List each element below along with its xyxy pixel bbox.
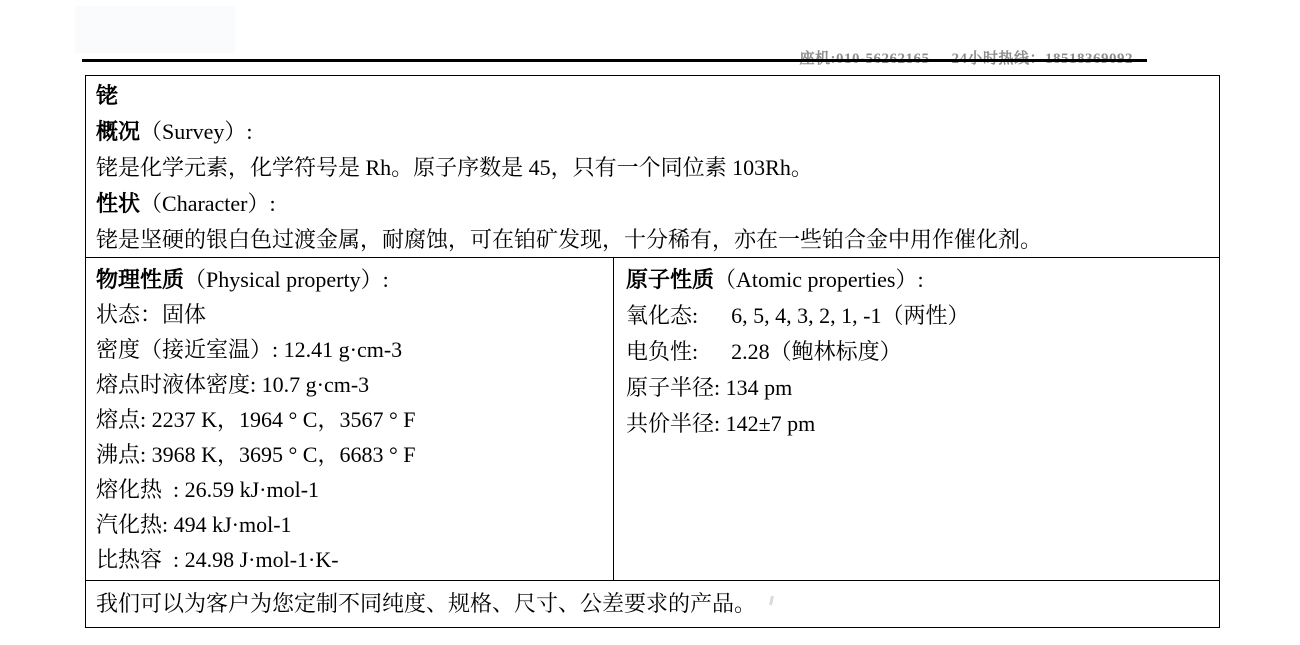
survey-text: 铑是化学元素，化学符号是 Rh。原子序数是 45，只有一个同位素 103Rh。	[96, 155, 813, 180]
physical-boiling-point: 沸点: 3968 K，3695 ° C，6683 ° F	[96, 442, 416, 467]
survey-heading	[96, 114, 1209, 150]
logo-placeholder	[75, 6, 235, 53]
physical-heat-of-fusion: 熔化热 : 26.59 kJ·mol-1	[96, 477, 320, 502]
atomic-radius: 原子半径: 134 pm	[626, 375, 793, 400]
atomic-properties-column	[614, 258, 1219, 580]
atomic-heading	[626, 262, 1209, 298]
atomic-oxidation-states: 氧化态: 6, 5, 4, 3, 2, 1, -1（两性）	[626, 303, 970, 328]
survey-label: 概况	[96, 119, 141, 144]
physical-heat-of-vaporization: 汽化热: 494 kJ·mol-1	[96, 512, 292, 537]
properties-section	[86, 258, 1219, 581]
overview-section	[86, 76, 1219, 258]
custom-note-section	[86, 581, 1219, 622]
physical-properties-column	[86, 258, 614, 580]
physical-liquid-density: 熔点时液体密度: 10.7 g·cm-3	[96, 372, 370, 397]
physical-state: 状态：固体	[96, 302, 207, 327]
physical-density: 密度（接近室温）: 12.41 g·cm-3	[96, 337, 403, 362]
physical-melting-point: 熔点: 2237 K，1964 ° C，3567 ° F	[96, 407, 416, 432]
element-datasheet	[85, 75, 1220, 628]
character-text: 铑是坚硬的银白色过渡金属，耐腐蚀，可在铂矿发现，十分稀有，亦在一些铂合金中用作催化剂。	[96, 227, 1043, 252]
atomic-label-en: （Atomic properties）:	[714, 267, 924, 292]
character-label-en: （Character）:	[140, 191, 276, 216]
physical-specific-heat: 比热容 : 24.98 J·mol-1·K-	[96, 547, 339, 572]
character-label: 性状	[96, 191, 141, 216]
element-title: 铑	[96, 83, 119, 108]
physical-label: 物理性质	[96, 267, 185, 292]
atomic-electronegativity: 电负性: 2.28（鲍林标度）	[626, 339, 902, 364]
header-divider	[82, 59, 1147, 62]
stray-mark	[769, 596, 774, 605]
atomic-covalent-radius: 共价半径: 142±7 pm	[626, 411, 816, 436]
custom-note-text: 我们可以为客户为您定制不同纯度、规格、尺寸、公差要求的产品。	[96, 591, 757, 616]
physical-label-en: （Physical property）:	[184, 267, 389, 292]
physical-heading	[96, 262, 603, 297]
atomic-label: 原子性质	[626, 267, 715, 292]
survey-label-en: （Survey）:	[140, 119, 253, 144]
character-heading	[96, 186, 1209, 222]
